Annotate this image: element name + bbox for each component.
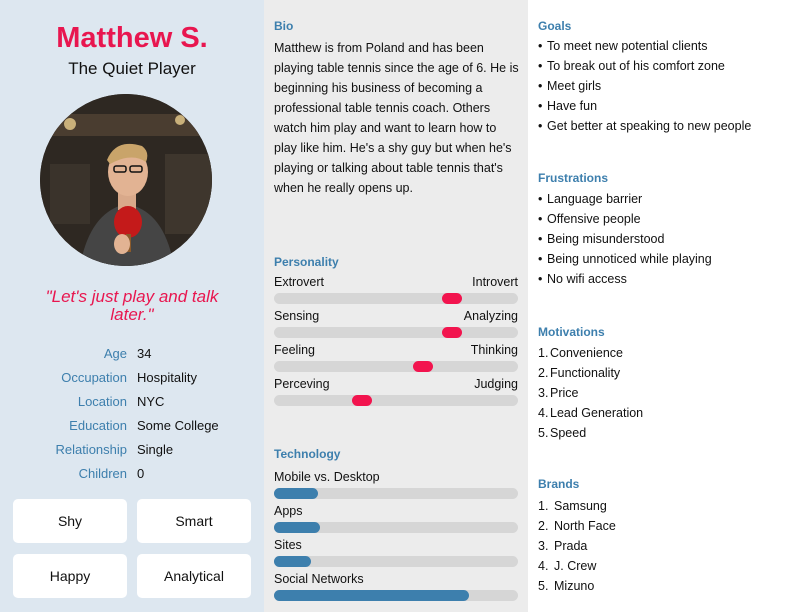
list-item: 2. Functionality (538, 366, 621, 380)
bar-track (274, 522, 518, 533)
bullet-icon: • (538, 252, 543, 266)
bullet-icon: • (538, 39, 543, 53)
bullet-icon: • (538, 79, 543, 93)
slider-track (274, 395, 518, 406)
slider-left-label: Extrovert (274, 275, 325, 289)
bio-panel (264, 0, 528, 612)
persona-name: Matthew S. (56, 22, 208, 54)
list-item: 3. Price (538, 386, 579, 400)
bullet-icon: • (538, 192, 543, 206)
persona-quote: "Let's just play and talk later." (45, 287, 219, 324)
list-item: 3. Prada (538, 539, 588, 553)
slider-left-label: Feeling (274, 343, 315, 357)
bar-fill (274, 590, 469, 601)
brands-list (538, 496, 788, 596)
bar-label: Social Networks (274, 572, 364, 586)
bar-fill (274, 522, 320, 533)
demographic-value: 34 (137, 346, 152, 361)
list-item: • To meet new potential clients (538, 36, 788, 56)
goals-heading: Goals (538, 19, 572, 33)
bar-fill (274, 488, 318, 499)
brands-heading: Brands (538, 477, 580, 491)
list-item: 4. Lead Generation (538, 406, 644, 420)
slider-right-label: Thinking (470, 343, 518, 357)
bar-track (274, 556, 518, 567)
list-item: • Offensive people (538, 209, 788, 229)
frustrations-heading: Frustrations (538, 171, 609, 185)
bar-track (274, 590, 518, 601)
bullet-icon: • (538, 119, 543, 133)
demographic-value: Hospitality (137, 370, 197, 385)
demographic-label: Occupation (61, 370, 127, 385)
demographic-label: Education (69, 418, 127, 433)
bio-heading: Bio (274, 19, 294, 33)
profile-panel (0, 0, 264, 612)
bar-label: Mobile vs. Desktop (274, 470, 380, 484)
demographic-label: Children (78, 466, 127, 481)
bar-track (274, 488, 518, 499)
list-item: 5. Speed (538, 426, 587, 440)
frustrations-list (538, 189, 788, 289)
persona-tagline: The Quiet Player (68, 59, 196, 78)
list-item: • To break out of his comfort zone (538, 56, 788, 76)
list-item: • Meet girls (538, 76, 788, 96)
personality-heading: Personality (274, 255, 339, 269)
slider-knob (442, 293, 462, 304)
slider-track (274, 293, 518, 304)
list-item: • Being unnoticed while playing (538, 249, 788, 269)
list-item: • Have fun (538, 96, 788, 116)
slider-track (274, 361, 518, 372)
list-item: 5. Mizuno (538, 579, 595, 593)
trait-tag-happy: Happy (13, 554, 127, 598)
slider-track (274, 327, 518, 338)
demographic-label: Age (103, 346, 127, 361)
slider-knob (413, 361, 433, 372)
technology-heading: Technology (274, 447, 341, 461)
bullet-icon: • (538, 272, 543, 286)
trait-tag-analytical: Analytical (137, 554, 251, 598)
slider-right-label: Judging (474, 377, 518, 391)
slider-right-label: Introvert (472, 275, 518, 289)
bullet-icon: • (538, 212, 543, 226)
demographic-value: NYC (137, 394, 165, 409)
list-item: 2. North Face (538, 519, 616, 533)
bar-label: Apps (274, 504, 303, 518)
list-item: 4. J. Crew (538, 559, 597, 573)
slider-knob (352, 395, 372, 406)
motivations-list (538, 343, 788, 443)
avatar (40, 94, 212, 266)
goals-list (538, 36, 788, 136)
slider-left-label: Perceving (274, 377, 330, 391)
bullet-icon: • (538, 99, 543, 113)
list-item: • Being misunderstood (538, 229, 788, 249)
demographic-label: Relationship (55, 442, 127, 457)
motivations-heading: Motivations (538, 325, 605, 339)
bar-fill (274, 556, 311, 567)
list-item: • No wifi access (538, 269, 788, 289)
demographic-value: Some College (137, 418, 219, 433)
demographic-value: 0 (137, 466, 145, 481)
slider-right-label: Analyzing (463, 309, 518, 323)
bio-text: Matthew is from Poland and has been playing table tennis since the age of 6. He is beginning his business of becoming a professional table tennis coach. Others watch him play and want to learn how to play like him. He's a shy guy but when he's playing or talking about table tennis that's when he really opens up. (274, 41, 519, 195)
details-panel (528, 0, 792, 612)
slider-knob (442, 327, 462, 338)
list-item: 1. Convenience (538, 346, 623, 360)
bullet-icon: • (538, 59, 543, 73)
trait-tag-shy: Shy (13, 499, 127, 543)
slider-left-label: Sensing (274, 309, 320, 323)
trait-tag-smart: Smart (137, 499, 251, 543)
list-item: 1. Samsung (538, 499, 607, 513)
list-item: • Get better at speaking to new people (538, 116, 788, 136)
demographic-label: Location (77, 394, 127, 409)
bullet-icon: • (538, 232, 543, 246)
demographic-value: Single (137, 442, 174, 457)
avatar-photo-illustration (40, 94, 212, 266)
bar-label: Sites (274, 538, 302, 552)
list-item: • Language barrier (538, 189, 788, 209)
